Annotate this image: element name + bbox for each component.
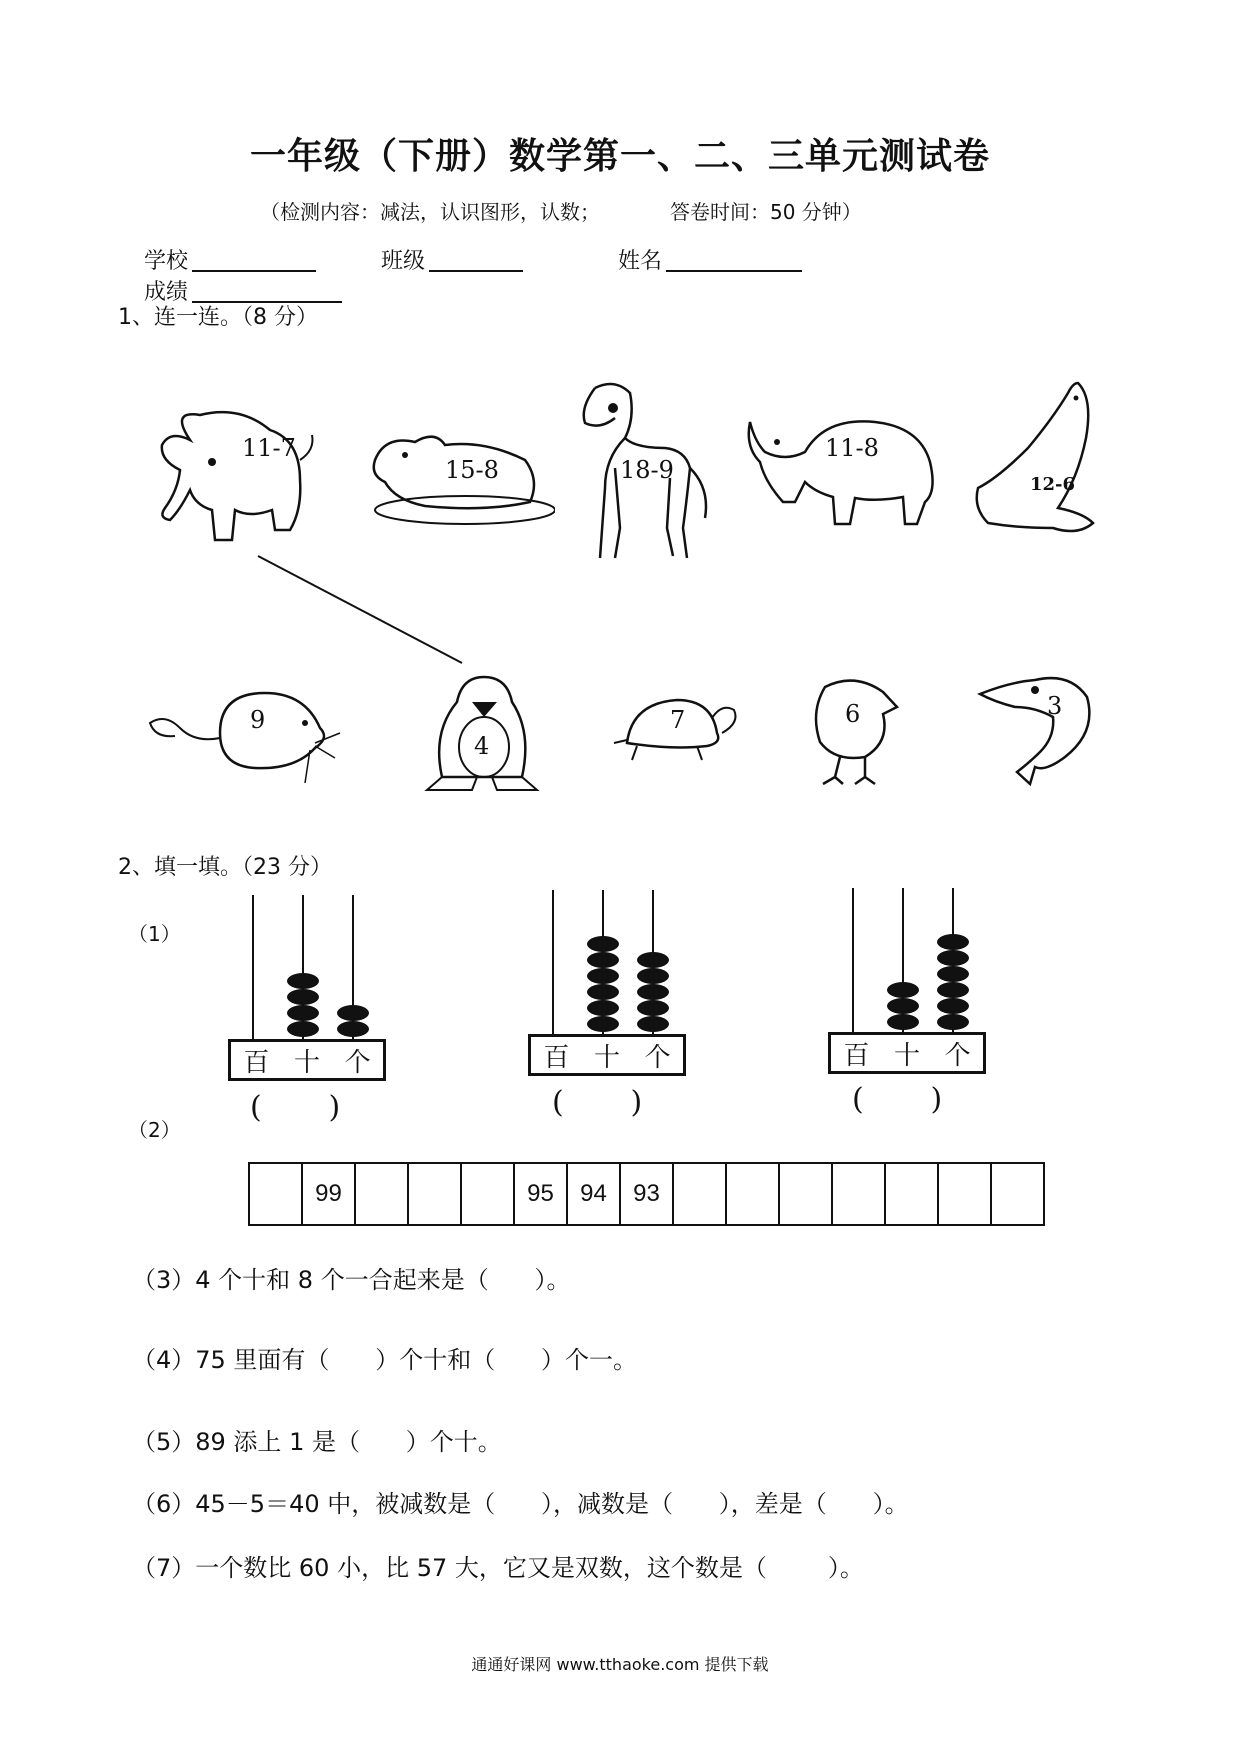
seq-cell[interactable] <box>938 1163 991 1225</box>
seq-cell[interactable] <box>779 1163 832 1225</box>
seq-cell[interactable] <box>461 1163 514 1225</box>
dolphin-icon <box>975 662 1100 787</box>
seq-cell: 94 <box>567 1163 620 1225</box>
seq-cell[interactable] <box>408 1163 461 1225</box>
abacus-1-place-box <box>228 1039 386 1081</box>
seq-cell[interactable] <box>355 1163 408 1225</box>
abacus-3-ones-label: 个 <box>944 1040 971 1071</box>
seq-cell[interactable] <box>991 1163 1044 1225</box>
hippo-expr: 15-8 <box>445 456 499 484</box>
chick-num: 6 <box>845 700 861 728</box>
abacus-2-ones-beads <box>637 952 669 1032</box>
abacus-3-tens-beads <box>887 982 919 1030</box>
turtle-card[interactable] <box>612 688 742 768</box>
q2-item-3[interactable]: （3）4 个十和 8 个一合起来是（ ）。 <box>132 1266 571 1294</box>
penguin-card[interactable] <box>422 672 542 797</box>
penguin-num: 4 <box>474 732 490 760</box>
number-sequence-table <box>248 1162 1045 1226</box>
mouse-card[interactable] <box>145 678 345 788</box>
abacus-2-place-box <box>528 1034 686 1076</box>
turtle-num: 7 <box>670 706 686 734</box>
abacus-2-tens-beads <box>587 936 619 1032</box>
q2-item-4[interactable]: （4）75 里面有（ ）个十和（ ）个一。 <box>132 1346 637 1374</box>
q2-heading: 2、填一填。（23 分） <box>118 855 332 880</box>
seq-cell[interactable] <box>726 1163 779 1225</box>
seq-cell: 93 <box>620 1163 673 1225</box>
chick-card[interactable] <box>805 672 905 787</box>
q2-item-6[interactable]: （6）45－5＝40 中，被减数是（ ），减数是（ ），差是（ ）。 <box>132 1490 909 1518</box>
abacus-1-tens-label: 十 <box>293 1047 320 1078</box>
abacus-1-answer[interactable]: ( ) <box>250 1090 341 1125</box>
seq-cell[interactable] <box>832 1163 885 1225</box>
seq-cell[interactable] <box>249 1163 302 1225</box>
abacus-3-ones-beads <box>937 934 969 1030</box>
dolphin-card[interactable] <box>975 662 1100 787</box>
abacus-1-tens-beads <box>287 973 319 1037</box>
abacus-3-place-box <box>828 1032 986 1074</box>
abacus-3-rods <box>828 888 986 1038</box>
abacus-1-rods <box>228 895 386 1045</box>
field-class-label: 班级 <box>381 249 426 274</box>
abacus-2-answer[interactable]: ( ) <box>552 1085 643 1120</box>
page-title: 一年级（下册）数学第一、二、三单元测试卷 <box>249 135 990 177</box>
field-score-label: 成绩 <box>144 280 189 305</box>
rhino-expr: 11-8 <box>825 434 879 462</box>
field-name-label: 姓名 <box>618 249 663 274</box>
elephant-expr: 11-7 <box>242 434 296 462</box>
mouse-icon <box>145 678 345 788</box>
abacus-1-ones-label: 个 <box>344 1047 371 1078</box>
abacus-2-rods <box>528 890 686 1040</box>
abacus-2-hundreds-label: 百 <box>543 1042 570 1073</box>
subtitle-time: 答卷时间：50 分钟） <box>670 200 862 224</box>
abacus-2-ones-label: 个 <box>644 1042 671 1073</box>
mouse-num: 9 <box>250 706 266 734</box>
q2-part1-label: （1） <box>128 922 181 946</box>
abacus-3-answer[interactable]: ( ) <box>852 1082 943 1117</box>
chick-icon <box>805 672 905 787</box>
seq-cell[interactable] <box>885 1163 938 1225</box>
seq-cell: 95 <box>514 1163 567 1225</box>
seq-cell: 99 <box>302 1163 355 1225</box>
number-sequence-row <box>249 1163 1044 1225</box>
q1-heading: 1、连一连。（8 分） <box>118 305 318 330</box>
q2-item-7[interactable]: （7）一个数比 60 小，比 57 大，它又是双数，这个数是（ ）。 <box>132 1554 864 1582</box>
subtitle-content: （检测内容：减法，认识图形，认数； <box>260 200 600 224</box>
dolphin-num: 3 <box>1047 692 1063 720</box>
abacus-1-ones-beads <box>337 1005 369 1037</box>
abacus-2 <box>528 890 686 1080</box>
seq-cell[interactable] <box>673 1163 726 1225</box>
seal-expr: 12-6 <box>1030 474 1076 495</box>
field-school-label: 学校 <box>144 249 189 274</box>
footer-credit: 通通好课网 www.tthaoke.com 提供下载 <box>471 1655 769 1674</box>
abacus-3-tens-label: 十 <box>893 1040 920 1071</box>
abacus-3-hundreds-label: 百 <box>843 1040 870 1071</box>
abacus-3 <box>828 888 986 1078</box>
abacus-1-hundreds-label: 百 <box>243 1047 270 1078</box>
q2-item-5[interactable]: （5）89 添上 1 是（ ）个十。 <box>132 1428 502 1456</box>
horse-expr: 18-9 <box>620 456 674 484</box>
abacus-1 <box>228 895 386 1085</box>
abacus-2-tens-label: 十 <box>593 1042 620 1073</box>
q2-part2-label: （2） <box>128 1118 181 1142</box>
